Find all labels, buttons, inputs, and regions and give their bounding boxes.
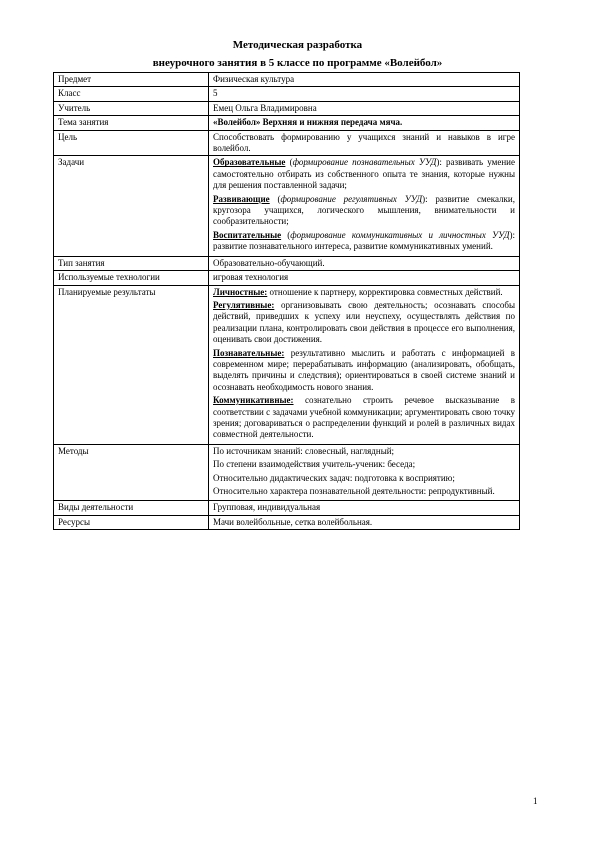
row-label-grade: Класс [54, 87, 209, 101]
task-developmental-heading: Развивающие [213, 193, 270, 204]
method-item: По источникам знаний: словесный, наглядный; [213, 445, 395, 456]
result-communicative: Коммуникативные: сознательно строить речевое высказывание в соответствии с задачами учебной коммуникации; аргументировать свою точку зрения; договариваться о распределении функций и ролей в различных видах совместной деятельности. [213, 395, 515, 440]
row-value-results [209, 285, 520, 444]
row-value-lesson-type: Образовательно-обучающий. [209, 256, 520, 270]
row-value-resources: Мачи волейбольные, сетка волейбольная. [209, 515, 520, 529]
page-number: 1 [533, 796, 538, 806]
table-row-topic [54, 116, 520, 130]
result-communicative-heading: Коммуникативные: [213, 395, 294, 406]
row-value-subject: Физическая культура [209, 73, 520, 87]
table-row-activities [54, 501, 520, 515]
row-label-methods: Методы [54, 444, 209, 501]
row-label-goal: Цель [54, 130, 209, 156]
result-regulatory-heading: Регулятивные: [213, 299, 275, 310]
table-row-technologies [54, 271, 520, 285]
task-upbringing: Воспитательные (формирование коммуникативных и личностных УУД): развитие познавательного интереса, развитие коммуникативных умений. [213, 229, 516, 252]
method-item: По степени взаимодействия учитель-ученик: беседа; [213, 459, 416, 470]
row-label-tasks: Задачи [54, 156, 209, 256]
row-label-lesson-type: Тип занятия [54, 256, 209, 270]
task-educational-heading: Образовательные [213, 157, 286, 168]
result-cognitive-heading: Познавательные: [213, 347, 285, 358]
lesson-plan-table [53, 72, 520, 530]
result-personal: Личностные: отношение к партнеру, корректировка совместных действий. [213, 286, 503, 297]
row-value-tasks [209, 156, 520, 256]
table-row-teacher [54, 101, 520, 115]
table-row-goal [54, 130, 520, 156]
row-value-teacher: Емец Ольга Владимировна [209, 101, 520, 115]
result-personal-heading: Личностные: [213, 286, 268, 297]
row-label-resources: Ресурсы [54, 515, 209, 529]
table-row-grade [54, 87, 520, 101]
table-row-results [54, 285, 520, 444]
row-value-goal: Способствовать формированию у учащихся знаний и навыков в игре волейбол. [209, 130, 520, 156]
row-label-teacher: Учитель [54, 101, 209, 115]
table-row-lesson-type [54, 256, 520, 270]
result-cognitive: Познавательные: результативно мыслить и работать с информацией в современном мире; перерабатывать информацию (анализировать, обобщать, выделять причины и следствия); ориентироваться в своей системе знаний и осознавать необходимость нового знания. [213, 347, 515, 392]
row-value-grade: 5 [209, 87, 520, 101]
table-row-resources [54, 515, 520, 529]
task-upbringing-heading: Воспитательные [213, 229, 282, 240]
row-label-activities: Виды деятельности [54, 501, 209, 515]
row-label-results: Планируемые результаты [54, 285, 209, 444]
row-value-activities: Групповая, индивидуальная [209, 501, 520, 515]
row-label-topic: Тема занятия [54, 116, 209, 130]
row-label-technologies: Используемые технологии [54, 271, 209, 285]
result-regulatory: Регулятивные: организовывать свою деятельность; осознавать способы действий, приведших к успеху или неуспеху, осуществлять действия по реализации плана, контролировать свои действия в процессе его выполнения, оценивать свои достижения. [213, 299, 515, 345]
table-row-subject [54, 73, 520, 87]
task-developmental: Развивающие (формирование регулятивных УУД): развитие смекалки, кругозора учащихся, логического мышления, внимательности и сообразительности; [213, 193, 515, 227]
table-row-tasks [54, 156, 520, 256]
doc-title-line2: внеурочного занятия в 5 классе по программе «Волейбол» [152, 57, 443, 69]
method-item: Относительно дидактических задач: подготовка к восприятию; [213, 472, 455, 483]
doc-title-line1: Методическая разработка [232, 39, 363, 51]
row-value-technologies: игровая технология [209, 271, 520, 285]
row-label-subject: Предмет [54, 73, 209, 87]
task-educational: Образовательные (формирование познавательных УУД): развивать умение самостоятельно отбирать из собственного опыта те знания, которые нужны для решения поставленной задачи; [213, 157, 515, 191]
method-item: Относительно характера познавательной деятельности: репродуктивный. [213, 486, 495, 496]
row-value-topic: «Волейбол» Верхняя и нижняя передача мяча. [209, 116, 520, 130]
table-row-methods [54, 444, 520, 501]
row-value-methods [209, 444, 520, 501]
